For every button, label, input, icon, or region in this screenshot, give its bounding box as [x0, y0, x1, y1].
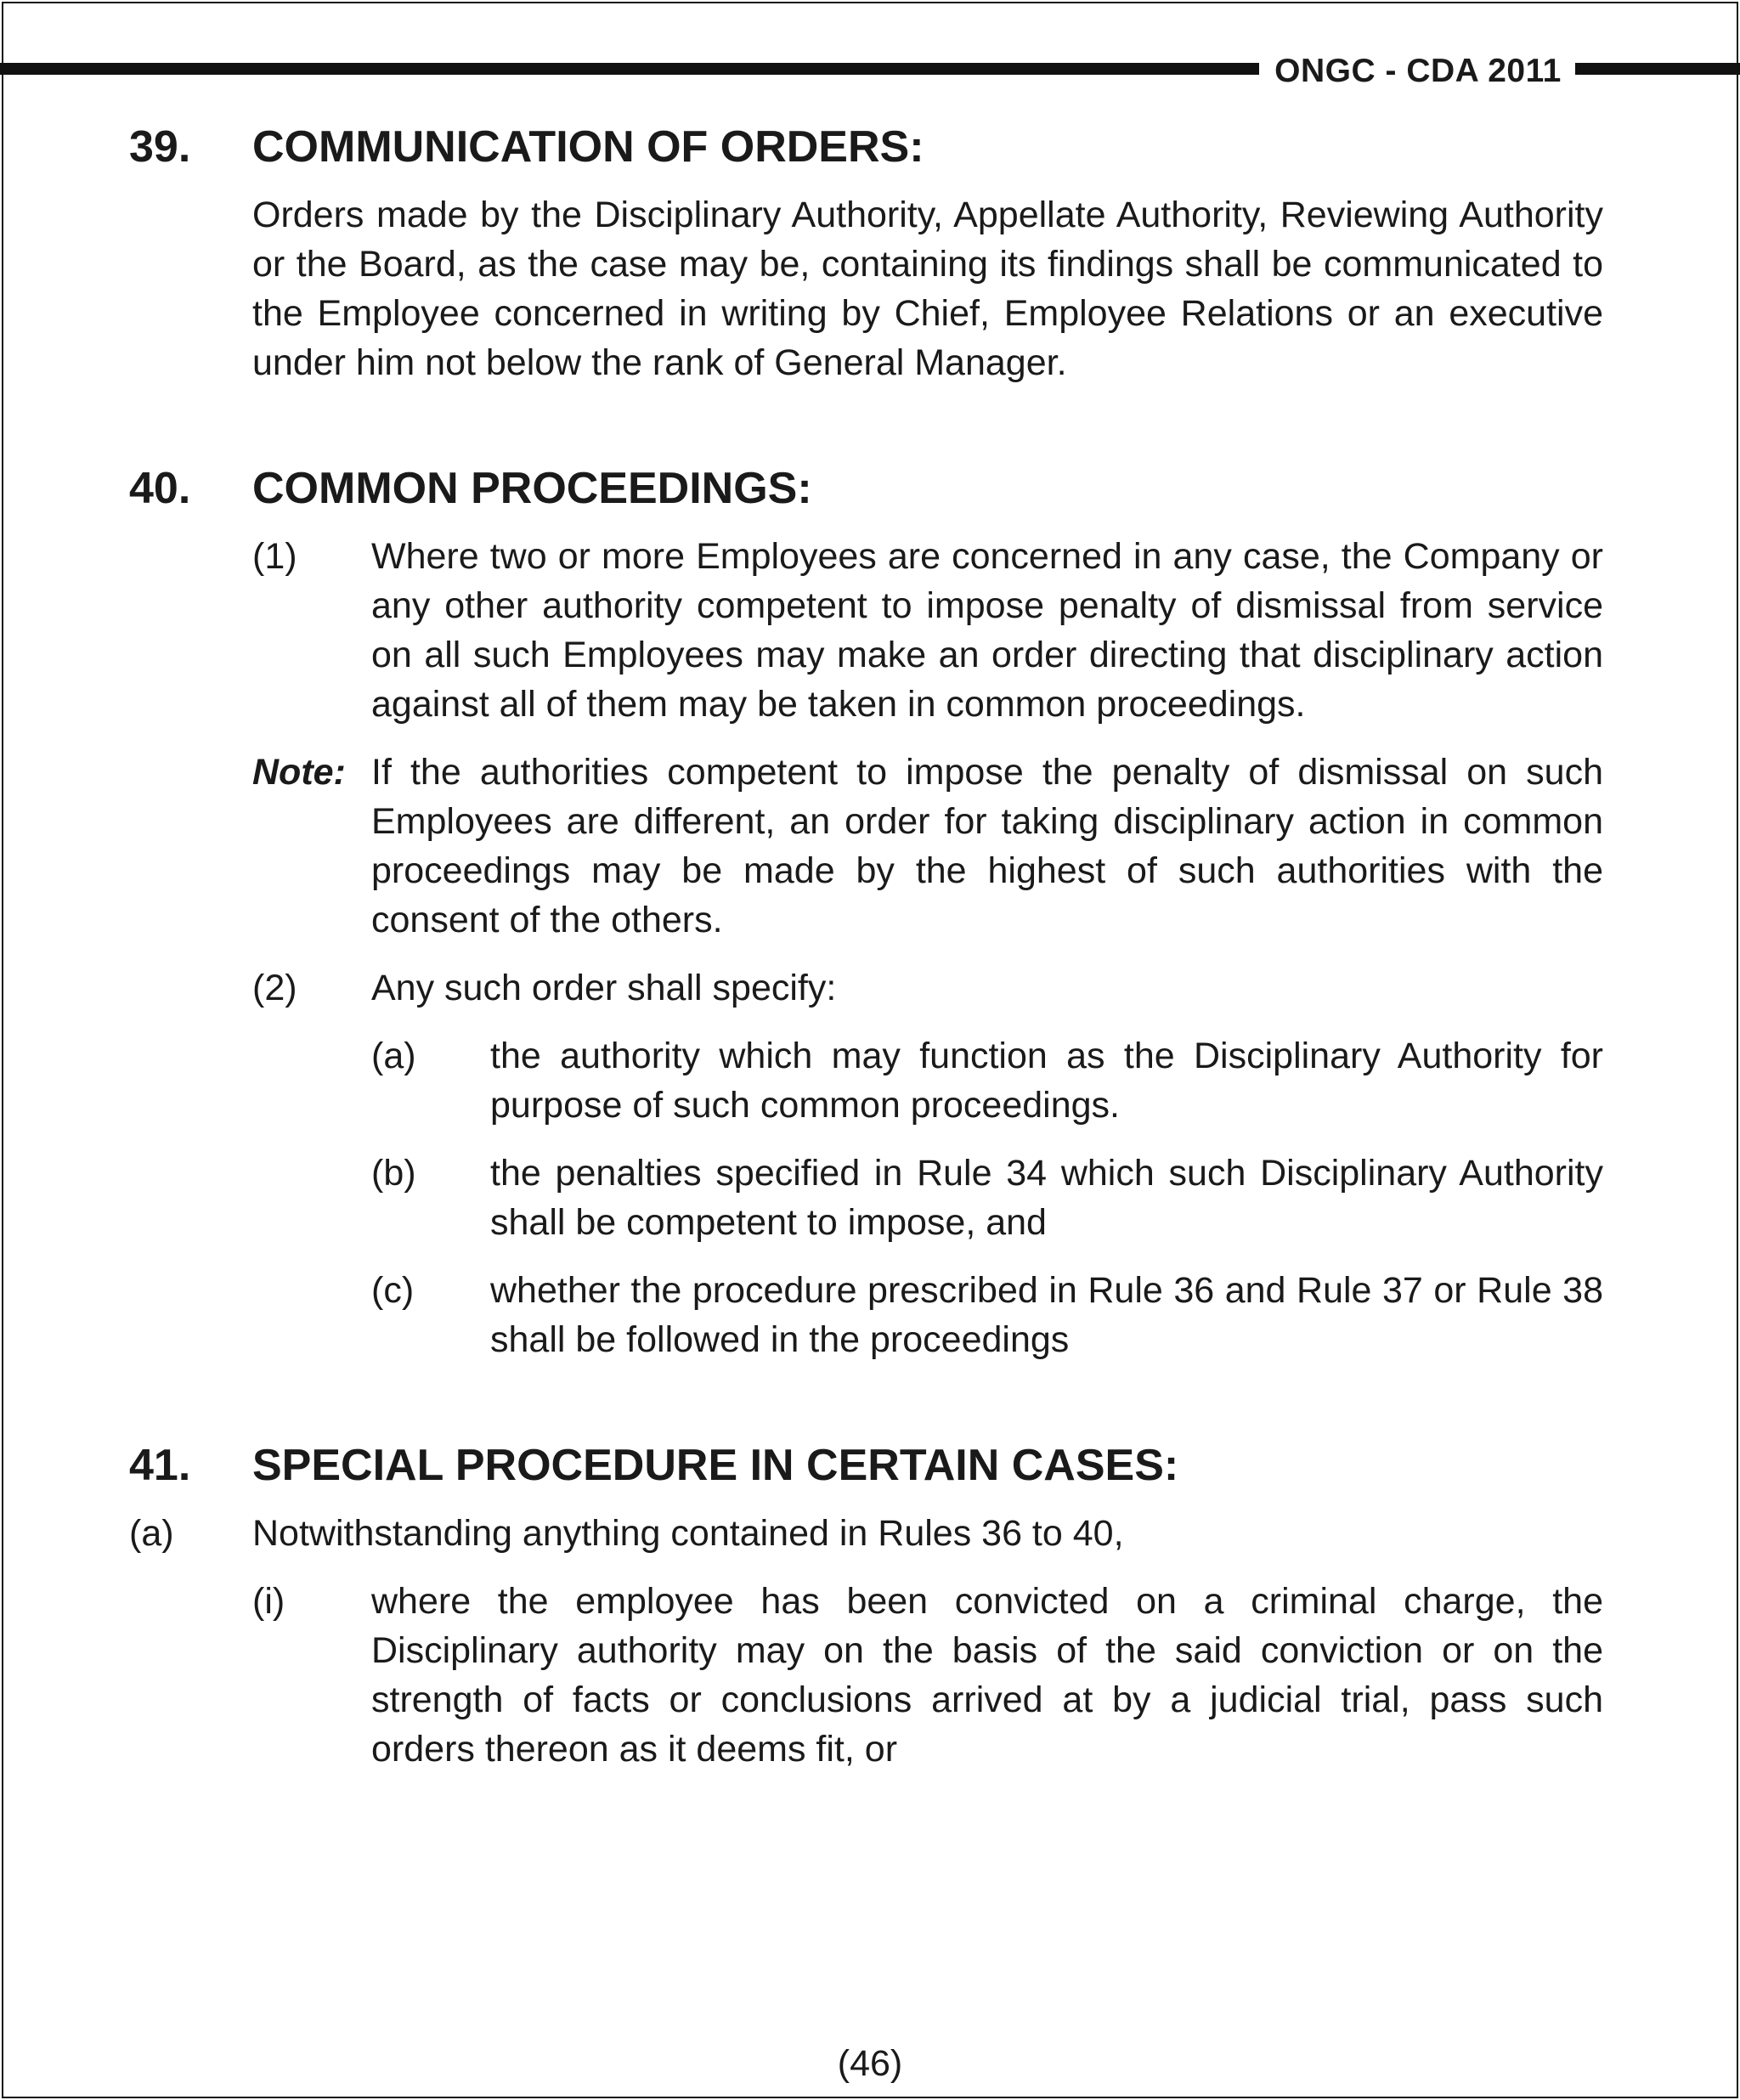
- section-heading: [129, 1437, 1603, 1493]
- subclause-text: the penalties specified in Rule 34 which such Disciplinary Authority shall be competent to impose, and: [490, 1153, 1603, 1243]
- clause-label: (2): [252, 968, 297, 1008]
- clause-item: [129, 1509, 1603, 1558]
- header-rule-right: [1575, 63, 1740, 75]
- subclause-label: (a): [371, 1036, 416, 1076]
- section-number: 41.: [129, 1441, 191, 1490]
- section-40: [129, 460, 1603, 1364]
- clause-label: (a): [129, 1513, 174, 1554]
- subclause-item: [371, 1031, 1603, 1130]
- subclause-label: (i): [252, 1581, 285, 1622]
- note-item: [252, 748, 1603, 945]
- clause-label: (1): [252, 536, 297, 577]
- section-paragraph: Orders made by the Disciplinary Authority, Appellate Authority, Reviewing Authority or the Board, as the case may be, containing its findings shall be communicated to the Employee concerned in writing by Chief, Employee Relations or an executive under him not below the rank of General Manager.: [252, 195, 1603, 383]
- subclause-text: whether the procedure prescribed in Rule 36 and Rule 37 or Rule 38 shall be followed in the proceedings: [490, 1270, 1603, 1360]
- clause-text: Notwithstanding anything contained in Rules 36 to 40,: [252, 1513, 1124, 1554]
- note-label: Note:: [252, 752, 346, 793]
- section-41: [129, 1437, 1603, 1774]
- subclause-text: the authority which may function as the Disciplinary Authority for purpose of such common proceedings.: [490, 1036, 1603, 1126]
- section-title: COMMON PROCEEDINGS:: [252, 464, 812, 513]
- clause-text: Where two or more Employees are concerned in any case, the Company or any other authority competent to impose penalty of dismissal from service on all such Employees may make an order directing that disciplinary action against all of them may be taken in common proceedings.: [371, 536, 1603, 725]
- section-title: SPECIAL PROCEDURE IN CERTAIN CASES:: [252, 1441, 1179, 1490]
- subclause-label: (b): [371, 1153, 416, 1194]
- section-number: 40.: [129, 464, 191, 513]
- section-number: 39.: [129, 122, 191, 172]
- section-heading: [129, 460, 1603, 517]
- subclause-item: [371, 1149, 1603, 1247]
- subclause-label: (c): [371, 1270, 415, 1311]
- header-rule-left: [0, 63, 1259, 75]
- subclause-text: where the employee has been convicted on a criminal charge, the Disciplinary authority may on the basis of the said conviction or on the strength of facts or conclusions arrived at by a judicial trial, pass such orders thereon as it deems fit, or: [371, 1581, 1603, 1770]
- section-39: [129, 119, 1603, 387]
- subclause-item: [371, 1266, 1603, 1364]
- subclause-item: [252, 1577, 1603, 1774]
- clause-item: [252, 532, 1603, 729]
- note-text: If the authorities competent to impose the penalty of dismissal on such Employees are different, an order for taking disciplinary action in common proceedings may be made by the highest of such authorities with the consent of the others.: [371, 752, 1603, 940]
- page-body: [129, 119, 1603, 1792]
- section-heading: [129, 119, 1603, 175]
- clause-text: Any such order shall specify:: [371, 968, 837, 1008]
- section-title: COMMUNICATION OF ORDERS:: [252, 122, 924, 172]
- clause-item: [252, 963, 1603, 1013]
- page-number: (46): [837, 2043, 903, 2084]
- document-header-label: ONGC - CDA 2011: [1274, 53, 1562, 89]
